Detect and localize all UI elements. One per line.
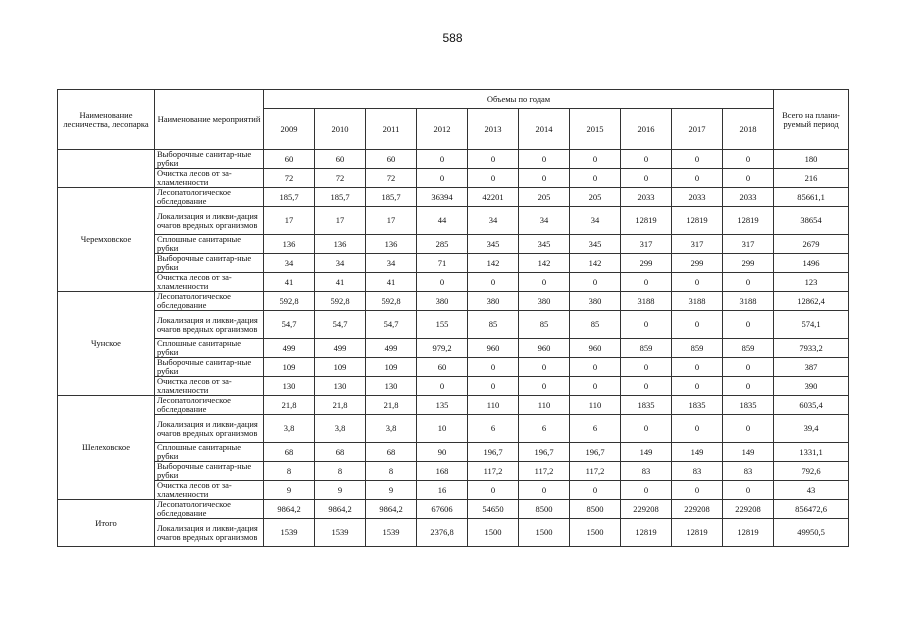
year-value-cell: 3188 (621, 292, 672, 311)
year-value-cell: 960 (468, 339, 519, 358)
year-value-cell: 8500 (519, 500, 570, 519)
year-value-cell: 0 (672, 377, 723, 396)
year-value-cell: 859 (672, 339, 723, 358)
year-value-cell: 0 (723, 311, 774, 339)
year-value-cell: 859 (723, 339, 774, 358)
year-value-cell: 960 (519, 339, 570, 358)
year-value-cell: 54,7 (264, 311, 315, 339)
header-year: 2009 (264, 109, 315, 150)
year-value-cell: 0 (621, 273, 672, 292)
year-value-cell: 12819 (672, 207, 723, 235)
year-value-cell: 9864,2 (315, 500, 366, 519)
year-value-cell: 205 (519, 188, 570, 207)
total-value-cell: 85661,1 (774, 188, 849, 207)
year-value-cell: 592,8 (264, 292, 315, 311)
year-value-cell: 2033 (621, 188, 672, 207)
table-row (58, 519, 849, 547)
year-value-cell: 6 (468, 415, 519, 443)
table-row (58, 273, 849, 292)
year-value-cell: 72 (315, 169, 366, 188)
total-value-cell: 39,4 (774, 415, 849, 443)
year-value-cell: 196,7 (468, 443, 519, 462)
year-value-cell: 135 (417, 396, 468, 415)
table-row (58, 443, 849, 462)
year-value-cell: 0 (723, 273, 774, 292)
year-value-cell: 17 (264, 207, 315, 235)
year-value-cell: 0 (723, 358, 774, 377)
year-value-cell: 2033 (723, 188, 774, 207)
year-value-cell: 499 (315, 339, 366, 358)
year-value-cell: 149 (723, 443, 774, 462)
total-value-cell: 43 (774, 481, 849, 500)
year-value-cell: 2376,8 (417, 519, 468, 547)
year-value-cell: 196,7 (570, 443, 621, 462)
header-total: Всего на плани-руемый период (774, 90, 849, 150)
year-value-cell: 0 (519, 273, 570, 292)
year-value-cell: 6 (570, 415, 621, 443)
year-value-cell: 1539 (366, 519, 417, 547)
year-value-cell: 83 (621, 462, 672, 481)
year-value-cell: 168 (417, 462, 468, 481)
measure-cell: Сплошные санитарные рубки (155, 339, 264, 358)
year-value-cell: 6 (519, 415, 570, 443)
year-value-cell: 10 (417, 415, 468, 443)
year-value-cell: 21,8 (264, 396, 315, 415)
year-value-cell: 136 (366, 235, 417, 254)
year-value-cell: 16 (417, 481, 468, 500)
total-value-cell: 38654 (774, 207, 849, 235)
year-value-cell: 1500 (570, 519, 621, 547)
year-value-cell: 71 (417, 254, 468, 273)
year-value-cell: 0 (417, 377, 468, 396)
year-value-cell: 130 (315, 377, 366, 396)
year-value-cell: 8 (366, 462, 417, 481)
year-value-cell: 90 (417, 443, 468, 462)
year-value-cell: 142 (468, 254, 519, 273)
year-value-cell: 12819 (621, 519, 672, 547)
year-value-cell: 380 (417, 292, 468, 311)
year-value-cell: 12819 (672, 519, 723, 547)
year-value-cell: 0 (570, 377, 621, 396)
year-value-cell: 54,7 (366, 311, 417, 339)
year-value-cell: 9 (366, 481, 417, 500)
year-value-cell: 0 (519, 481, 570, 500)
year-value-cell: 34 (315, 254, 366, 273)
year-value-cell: 0 (672, 150, 723, 169)
year-value-cell: 0 (570, 169, 621, 188)
year-value-cell: 44 (417, 207, 468, 235)
year-value-cell: 0 (621, 311, 672, 339)
year-value-cell: 0 (570, 150, 621, 169)
year-value-cell: 0 (723, 377, 774, 396)
year-value-cell: 205 (570, 188, 621, 207)
year-value-cell: 0 (468, 377, 519, 396)
year-value-cell: 8 (264, 462, 315, 481)
year-value-cell: 0 (621, 150, 672, 169)
year-value-cell: 196,7 (519, 443, 570, 462)
measure-cell: Очистка лесов от за-хламленности (155, 169, 264, 188)
year-value-cell: 17 (366, 207, 417, 235)
total-value-cell: 7933,2 (774, 339, 849, 358)
header-year: 2013 (468, 109, 519, 150)
year-value-cell: 1835 (621, 396, 672, 415)
year-value-cell: 380 (468, 292, 519, 311)
year-value-cell: 299 (723, 254, 774, 273)
year-value-cell: 68 (264, 443, 315, 462)
year-value-cell: 130 (366, 377, 417, 396)
year-value-cell: 0 (468, 169, 519, 188)
year-value-cell: 110 (570, 396, 621, 415)
year-value-cell: 499 (264, 339, 315, 358)
header-volumes-by-year: Объемы по годам (264, 90, 774, 109)
year-value-cell: 1539 (264, 519, 315, 547)
total-value-cell: 49950,5 (774, 519, 849, 547)
year-value-cell: 0 (621, 481, 672, 500)
year-value-cell: 592,8 (315, 292, 366, 311)
table-row (58, 462, 849, 481)
total-value-cell: 216 (774, 169, 849, 188)
year-value-cell: 110 (519, 396, 570, 415)
total-value-cell: 387 (774, 358, 849, 377)
year-value-cell: 299 (621, 254, 672, 273)
year-value-cell: 136 (315, 235, 366, 254)
table-row (58, 358, 849, 377)
year-value-cell: 12819 (621, 207, 672, 235)
year-value-cell: 85 (570, 311, 621, 339)
forestry-name-cell: Чунское (58, 292, 155, 396)
year-value-cell: 60 (315, 150, 366, 169)
header-forestry: Наименование лесничества, лесопарка (58, 90, 155, 150)
year-value-cell: 117,2 (519, 462, 570, 481)
total-value-cell: 792,6 (774, 462, 849, 481)
total-value-cell: 2679 (774, 235, 849, 254)
year-value-cell: 34 (264, 254, 315, 273)
year-value-cell: 0 (417, 273, 468, 292)
total-value-cell: 574,1 (774, 311, 849, 339)
year-value-cell: 9 (264, 481, 315, 500)
year-value-cell: 960 (570, 339, 621, 358)
year-value-cell: 85 (519, 311, 570, 339)
year-value-cell: 0 (519, 169, 570, 188)
measure-cell: Выборочные санитар-ные рубки (155, 150, 264, 169)
year-value-cell: 0 (723, 415, 774, 443)
year-value-cell: 499 (366, 339, 417, 358)
year-value-cell: 149 (672, 443, 723, 462)
year-value-cell: 3,8 (264, 415, 315, 443)
year-value-cell: 41 (366, 273, 417, 292)
header-year: 2017 (672, 109, 723, 150)
forestry-name-cell: Черемховское (58, 188, 155, 292)
year-value-cell: 592,8 (366, 292, 417, 311)
year-value-cell: 0 (519, 150, 570, 169)
year-value-cell: 110 (468, 396, 519, 415)
measure-cell: Локализация и ликви-дация очагов вредных организмов (155, 415, 264, 443)
year-value-cell: 3,8 (315, 415, 366, 443)
year-value-cell: 0 (621, 415, 672, 443)
year-value-cell: 0 (468, 273, 519, 292)
total-value-cell: 390 (774, 377, 849, 396)
forestry-name-cell (58, 150, 155, 188)
year-value-cell: 149 (621, 443, 672, 462)
year-value-cell: 0 (468, 358, 519, 377)
year-value-cell: 0 (621, 169, 672, 188)
measure-cell: Лесопатологическое обследование (155, 500, 264, 519)
year-value-cell: 67606 (417, 500, 468, 519)
total-value-cell: 12862,4 (774, 292, 849, 311)
year-value-cell: 229208 (723, 500, 774, 519)
measure-cell: Сплошные санитарные рубки (155, 443, 264, 462)
forestry-name-cell: Итого (58, 500, 155, 547)
measure-cell: Выборочные санитар-ные рубки (155, 462, 264, 481)
year-value-cell: 72 (264, 169, 315, 188)
year-value-cell: 0 (519, 358, 570, 377)
year-value-cell: 0 (723, 169, 774, 188)
year-value-cell: 0 (672, 481, 723, 500)
year-value-cell: 68 (366, 443, 417, 462)
year-value-cell: 72 (366, 169, 417, 188)
table-row (58, 415, 849, 443)
year-value-cell: 54,7 (315, 311, 366, 339)
measure-cell: Локализация и ликви-дация очагов вредных организмов (155, 207, 264, 235)
year-value-cell: 317 (621, 235, 672, 254)
page-number: 588 (442, 31, 463, 45)
table-row (58, 481, 849, 500)
measure-cell: Очистка лесов от за-хламленности (155, 481, 264, 500)
measure-cell: Локализация и ликви-дация очагов вредных организмов (155, 519, 264, 547)
total-value-cell: 6035,4 (774, 396, 849, 415)
year-value-cell: 0 (519, 377, 570, 396)
table-row (58, 377, 849, 396)
total-value-cell: 1331,1 (774, 443, 849, 462)
year-value-cell: 9 (315, 481, 366, 500)
header-year: 2016 (621, 109, 672, 150)
year-value-cell: 0 (570, 358, 621, 377)
year-value-cell: 60 (417, 358, 468, 377)
year-value-cell: 979,2 (417, 339, 468, 358)
year-value-cell: 0 (672, 358, 723, 377)
year-value-cell: 12819 (723, 207, 774, 235)
measure-cell: Сплошные санитарные рубки (155, 235, 264, 254)
year-value-cell: 83 (672, 462, 723, 481)
year-value-cell: 17 (315, 207, 366, 235)
year-value-cell: 3,8 (366, 415, 417, 443)
year-value-cell: 54650 (468, 500, 519, 519)
header-year: 2010 (315, 109, 366, 150)
year-value-cell: 0 (417, 150, 468, 169)
measure-cell: Очистка лесов от за-хламленности (155, 377, 264, 396)
table-row (58, 150, 849, 169)
year-value-cell: 60 (366, 150, 417, 169)
header-year: 2012 (417, 109, 468, 150)
header-measure: Наименование мероприятий (155, 90, 264, 150)
year-value-cell: 1500 (519, 519, 570, 547)
year-value-cell: 345 (570, 235, 621, 254)
year-value-cell: 0 (468, 150, 519, 169)
year-value-cell: 859 (621, 339, 672, 358)
year-value-cell: 380 (519, 292, 570, 311)
year-value-cell: 0 (468, 481, 519, 500)
table-row (58, 500, 849, 519)
measure-cell: Выборочные санитар-ные рубки (155, 358, 264, 377)
year-value-cell: 9864,2 (264, 500, 315, 519)
measure-cell: Очистка лесов от за-хламленности (155, 273, 264, 292)
year-value-cell: 1835 (723, 396, 774, 415)
year-value-cell: 285 (417, 235, 468, 254)
year-value-cell: 83 (723, 462, 774, 481)
measure-cell: Лесопатологическое обследование (155, 292, 264, 311)
year-value-cell: 0 (672, 273, 723, 292)
year-value-cell: 380 (570, 292, 621, 311)
table-row (58, 188, 849, 207)
year-value-cell: 345 (519, 235, 570, 254)
year-value-cell: 8 (315, 462, 366, 481)
year-value-cell: 185,7 (264, 188, 315, 207)
year-value-cell: 0 (417, 169, 468, 188)
year-value-cell: 60 (264, 150, 315, 169)
year-value-cell: 1835 (672, 396, 723, 415)
measure-cell: Локализация и ликви-дация очагов вредных организмов (155, 311, 264, 339)
table-row (58, 235, 849, 254)
year-value-cell: 142 (519, 254, 570, 273)
year-value-cell: 34 (468, 207, 519, 235)
measure-cell: Лесопатологическое обследование (155, 188, 264, 207)
year-value-cell: 41 (264, 273, 315, 292)
year-value-cell: 85 (468, 311, 519, 339)
year-value-cell: 229208 (621, 500, 672, 519)
year-value-cell: 317 (723, 235, 774, 254)
year-value-cell: 142 (570, 254, 621, 273)
header-year: 2011 (366, 109, 417, 150)
year-value-cell: 229208 (672, 500, 723, 519)
table-row (58, 292, 849, 311)
year-value-cell: 9864,2 (366, 500, 417, 519)
year-value-cell: 21,8 (315, 396, 366, 415)
table-row (58, 339, 849, 358)
year-value-cell: 117,2 (468, 462, 519, 481)
year-value-cell: 12819 (723, 519, 774, 547)
year-value-cell: 317 (672, 235, 723, 254)
year-value-cell: 1500 (468, 519, 519, 547)
year-value-cell: 0 (672, 169, 723, 188)
year-value-cell: 130 (264, 377, 315, 396)
year-value-cell: 0 (570, 273, 621, 292)
year-value-cell: 42201 (468, 188, 519, 207)
year-value-cell: 41 (315, 273, 366, 292)
year-value-cell: 2033 (672, 188, 723, 207)
table-row (58, 396, 849, 415)
year-value-cell: 299 (672, 254, 723, 273)
year-value-cell: 21,8 (366, 396, 417, 415)
year-value-cell: 117,2 (570, 462, 621, 481)
year-value-cell: 3188 (723, 292, 774, 311)
total-value-cell: 123 (774, 273, 849, 292)
table-row (58, 254, 849, 273)
year-value-cell: 345 (468, 235, 519, 254)
year-value-cell: 0 (621, 377, 672, 396)
year-value-cell: 0 (723, 481, 774, 500)
table-row (58, 311, 849, 339)
year-value-cell: 68 (315, 443, 366, 462)
year-value-cell: 34 (570, 207, 621, 235)
year-value-cell: 8500 (570, 500, 621, 519)
year-value-cell: 0 (621, 358, 672, 377)
year-value-cell: 185,7 (315, 188, 366, 207)
year-value-cell: 0 (672, 311, 723, 339)
table-row (58, 169, 849, 188)
year-value-cell: 136 (264, 235, 315, 254)
year-value-cell: 3188 (672, 292, 723, 311)
header-year: 2018 (723, 109, 774, 150)
measure-cell: Лесопатологическое обследование (155, 396, 264, 415)
year-value-cell: 109 (366, 358, 417, 377)
header-year: 2015 (570, 109, 621, 150)
year-value-cell: 34 (366, 254, 417, 273)
year-value-cell: 185,7 (366, 188, 417, 207)
table-row (58, 207, 849, 235)
year-value-cell: 0 (672, 415, 723, 443)
year-value-cell: 109 (264, 358, 315, 377)
year-value-cell: 0 (570, 481, 621, 500)
year-value-cell: 155 (417, 311, 468, 339)
year-value-cell: 0 (723, 150, 774, 169)
measure-cell: Выборочные санитар-ные рубки (155, 254, 264, 273)
year-value-cell: 109 (315, 358, 366, 377)
total-value-cell: 180 (774, 150, 849, 169)
year-value-cell: 34 (519, 207, 570, 235)
header-year: 2014 (519, 109, 570, 150)
forestry-name-cell: Шелеховское (58, 396, 155, 500)
forest-protection-volumes-table (57, 89, 849, 547)
total-value-cell: 1496 (774, 254, 849, 273)
total-value-cell: 856472,6 (774, 500, 849, 519)
year-value-cell: 36394 (417, 188, 468, 207)
year-value-cell: 1539 (315, 519, 366, 547)
